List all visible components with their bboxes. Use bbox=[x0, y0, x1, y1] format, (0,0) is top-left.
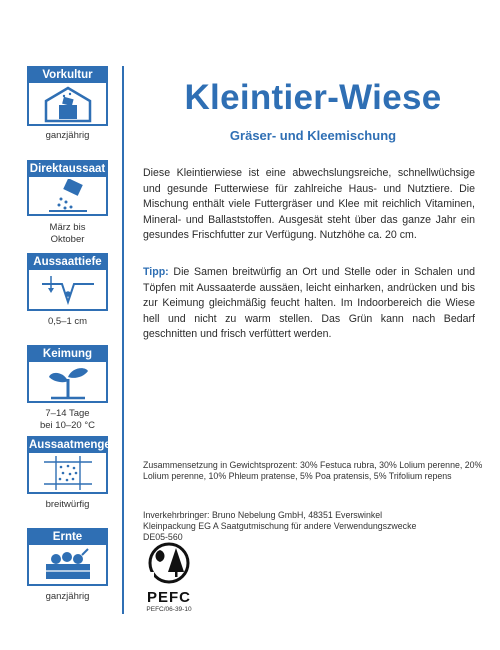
caption-aussaatmenge bbox=[20, 499, 115, 511]
package-line: Kleinpackung EG A Saatgutmischung für andere Verwendungszwecke bbox=[143, 521, 417, 531]
card-vorkultur bbox=[27, 66, 108, 126]
card-heading: Vorkultur bbox=[29, 68, 106, 83]
caption-aussaattiefe bbox=[20, 316, 115, 328]
card-ernte bbox=[27, 528, 108, 586]
card-direktaussaat bbox=[27, 160, 108, 216]
harvest-crate-icon bbox=[29, 545, 106, 584]
pefc-code: PEFC/06-39-10 bbox=[146, 606, 192, 613]
caption-line: bei 10–20 °C bbox=[39, 420, 96, 431]
vertical-divider bbox=[122, 66, 124, 614]
code-line: DE05-560 bbox=[143, 532, 183, 542]
caption-line: 7–14 Tage bbox=[45, 408, 90, 419]
caption-line: breitwürfig bbox=[45, 499, 90, 510]
caption-line: Oktober bbox=[50, 234, 85, 245]
composition-text: Zusammensetzung in Gewichtsprozent: 30% Festuca rubra, 30% Lolium perenne, 20% Lolium perenne, 10% Phleum pratense, 5% Poa pratensis, 5% Trifolium repens bbox=[143, 460, 483, 481]
caption-vorkultur bbox=[20, 130, 115, 142]
caption-direktaussaat bbox=[20, 222, 115, 246]
pefc-tree-icon bbox=[140, 542, 198, 584]
pefc-logo bbox=[140, 542, 200, 613]
seedling-icon bbox=[29, 362, 106, 401]
sidebar bbox=[0, 0, 122, 650]
tip-label: Tipp: bbox=[143, 266, 169, 278]
caption-keimung bbox=[20, 408, 115, 432]
card-heading: Direktaussaat bbox=[29, 163, 106, 175]
card-keimung bbox=[27, 345, 108, 403]
seed-bag-icon bbox=[29, 177, 106, 214]
card-aussaatmenge bbox=[27, 436, 111, 494]
caption-line: ganzjährig bbox=[45, 130, 90, 141]
card-heading: Aussaatmenge bbox=[29, 439, 111, 451]
sowing-depth-icon bbox=[29, 270, 106, 309]
caption-line: 0,5–1 cm bbox=[47, 316, 88, 327]
distributor-info bbox=[143, 510, 483, 543]
card-heading: Aussaattiefe bbox=[29, 255, 106, 270]
page-title: Kleintier-Wiese bbox=[184, 78, 442, 117]
seed-grid-icon bbox=[29, 453, 106, 492]
caption-line: März bis bbox=[49, 222, 86, 233]
page-subtitle: Gräser- und Kleemischung bbox=[229, 128, 397, 143]
greenhouse-icon bbox=[29, 83, 106, 124]
distributor-line: Inverkehrbringer: Bruno Nebelung GmbH, 48351 Everswinkel bbox=[143, 510, 383, 520]
card-aussaattiefe bbox=[27, 253, 108, 311]
caption-ernte bbox=[20, 591, 115, 603]
caption-line: ganzjährig bbox=[45, 591, 90, 602]
tip-text: Die Samen breitwürfig an Ort und Stelle oder in Schalen und Töpfen mit Aussaaterde aussäen, leicht einharken, andrücken und bis zur Keimung gleichmäßig feucht halten. Im Indoorbereich die Wiese hell und nicht zu warm stellen. Das Grün kann nach Bedarf geschnitten und frisch verfüttert werden. bbox=[143, 266, 475, 341]
card-heading: Keimung bbox=[29, 347, 106, 362]
card-heading: Ernte bbox=[29, 530, 106, 545]
pefc-wordmark: PEFC bbox=[146, 589, 191, 606]
tip-paragraph bbox=[143, 265, 475, 343]
description-text: Diese Kleintierwiese ist eine abwechslungsreiche, schnellwüchsige und gesunde Futterwiese für zahlreiche Haus- und Nutztiere. Die Mischung enthält viele Futtergräser und Klee mit reichlich Vitaminen, Mineral- und Ballaststoffen. Ausgesät steht über das ganze Jahr ein gesundes Frischfutter zur Verfügung. Nutzhöhe ca. 20 cm. bbox=[143, 167, 475, 242]
